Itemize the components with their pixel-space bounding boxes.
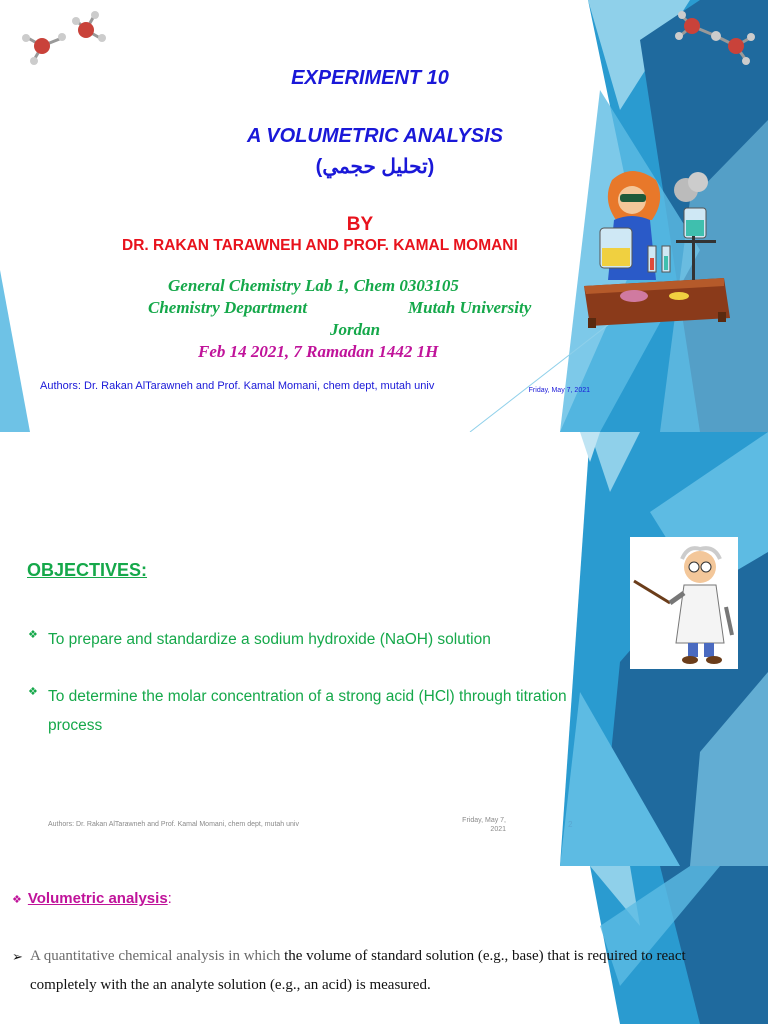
list-item — [28, 625, 608, 654]
slide-title: A VOLUMETRIC ANALYSIS — [247, 125, 503, 147]
objective-text: To prepare and standardize a sodium hydroxide (NaOH) solution — [48, 631, 491, 648]
definition-text: the volume of standard solution (e.g., base) that is required to react completely with the an analyte solution (e.g., an acid) is measured. — [30, 948, 686, 993]
professor-illustration — [630, 537, 738, 669]
footer-authors: Authors: Dr. Rakan AlTarawneh and Prof. Kamal Momani, chem dept, mutah univ — [48, 821, 299, 828]
term-heading — [12, 890, 172, 907]
objectives-heading: OBJECTIVES: — [27, 560, 148, 580]
list-item — [28, 682, 608, 740]
diamond-bullet-icon: ❖ — [12, 894, 22, 906]
department: Chemistry Department — [148, 298, 308, 317]
presentation-date: Feb 14 2021, 7 Ramadan 1442 1H — [198, 342, 439, 361]
term-suffix: : — [167, 890, 172, 907]
definition-lead: A quantitative chemical analysis in which — [30, 948, 285, 964]
diamond-bullet-icon: ❖ — [28, 629, 38, 641]
footer-authors: Authors: Dr. Rakan AlTarawneh and Prof. Kamal Momani, chem dept, mutah univ — [40, 380, 435, 392]
chemist-girl-illustration — [584, 168, 734, 330]
course-line: General Chemistry Lab 1, Chem 0303105 — [168, 276, 459, 295]
diamond-bullet-icon: ❖ — [28, 686, 38, 698]
arrow-bullet-icon: ➢ — [12, 949, 23, 964]
country: Jordan — [329, 320, 381, 339]
slide-title-arabic: (تحليل حجمي) — [315, 156, 435, 178]
term-label: Volumetric analysis — [27, 890, 168, 907]
slide-2 — [0, 432, 768, 866]
objective-text: To determine the molar concentration of a strong acid (HCl) through titration process — [48, 688, 567, 734]
slide-1 — [0, 0, 768, 432]
university: Mutah University — [408, 298, 532, 317]
by-label: BY — [346, 214, 374, 235]
slide-3 — [0, 866, 768, 1024]
molecule-icon — [18, 8, 110, 68]
page-number: 2 — [568, 820, 573, 829]
footer-date: Friday, May 7, 2021 — [528, 387, 590, 394]
authors-line: DR. RAKAN TARAWNEH AND PROF. KAMAL MOMANI — [122, 237, 518, 254]
experiment-number: EXPERIMENT 10 — [291, 67, 449, 89]
footer-date: Friday, May 7, 2021 — [462, 817, 506, 833]
molecule-icon — [672, 8, 756, 70]
definition-paragraph — [12, 942, 712, 1000]
